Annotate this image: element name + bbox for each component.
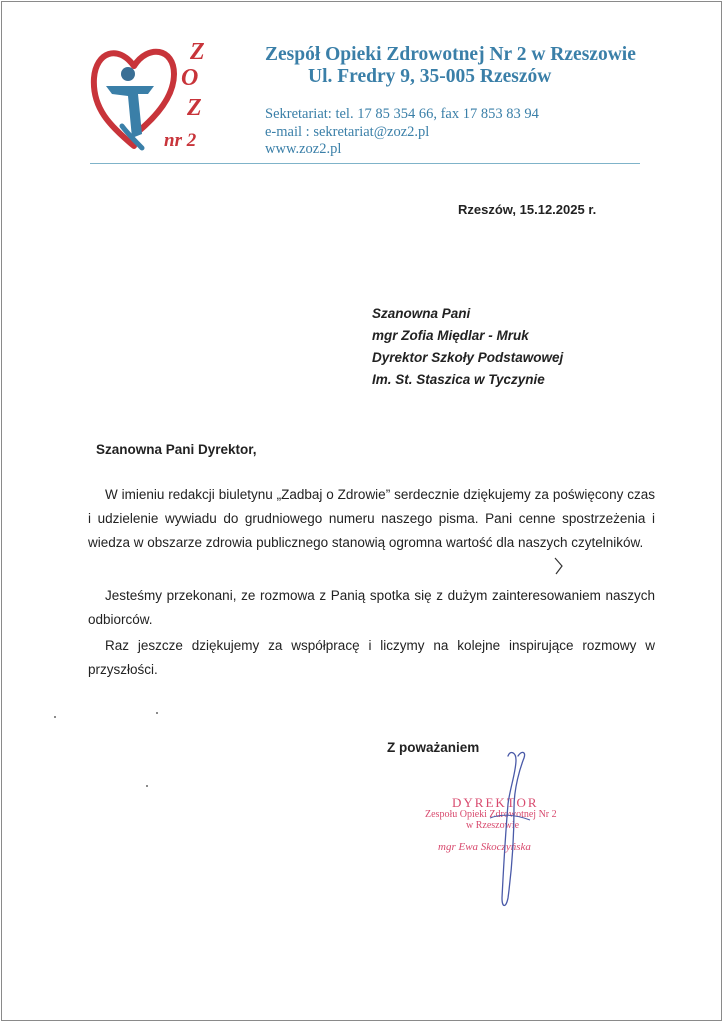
scan-speck [54, 716, 56, 718]
date-line: Rzeszów, 15.12.2025 r. [458, 202, 597, 217]
closing-phrase: Z poważaniem [387, 740, 480, 755]
phone-line: Sekretariat: tel. 17 85 354 66, fax 17 853 83 94 [265, 106, 539, 122]
org-address: Ul. Fredry 9, 35-005 Rzeszów [308, 66, 552, 87]
paragraph-text: Jesteśmy przekonani, ze rozmowa z Panią spotka się z dużym zainteresowaniem naszych odbiorców. [88, 588, 655, 627]
email-line: e-mail : sekretariat@zoz2.pl [265, 124, 430, 140]
logo-letter-z2: Z [187, 95, 202, 121]
pen-mark-icon [553, 556, 565, 576]
addressee-line-4: Im. St. Staszica w Tyczynie [372, 372, 545, 387]
addressee-line-1: Szanowna Pani [372, 306, 471, 321]
zoz-logo [88, 38, 223, 153]
scan-speck [156, 712, 158, 714]
logo-nr2: nr 2 [164, 130, 197, 151]
website-line: www.zoz2.pl [265, 141, 342, 157]
logo-letter-o: O [181, 65, 199, 91]
addressee-line-3: Dyrektor Szkoły Podstawowej [372, 350, 564, 365]
org-name: Zespół Opieki Zdrowotnej Nr 2 w Rzeszowie [265, 44, 636, 65]
stamp-name: mgr Ewa Skoczyńska [438, 841, 531, 853]
body-paragraph-3 [88, 634, 655, 682]
scan-speck [146, 785, 148, 787]
header-divider [90, 163, 640, 164]
body-paragraph-2 [88, 584, 655, 632]
body-paragraph-1 [88, 483, 655, 555]
stamp-org-line-2: w Rzeszowie [466, 820, 520, 831]
addressee-line-2: mgr Zofia Międlar - Mruk [372, 328, 529, 343]
stamp-org-line-1: Zespołu Opieki Zdrowotnej Nr 2 [425, 809, 557, 820]
paragraph-text: W imieniu redakcji biuletynu „Zadbaj o Zdrowie” serdecznie dziękujemy za poświęcony czas i udzielenie wywiadu do grudniowego numeru naszego pisma. Pani cenne spostrzeżenia i wiedza w obszarze zdrowia publicznego stanowią ogromna wartość dla naszych czytelników. [88, 487, 655, 550]
paragraph-text: Raz jeszcze dziękujemy za współpracę i liczymy na kolejne inspirujące rozmowy w przyszłości. [88, 638, 655, 677]
salutation: Szanowna Pani Dyrektor, [96, 442, 257, 457]
handwritten-signature [480, 748, 540, 913]
logo-letter-z1: Z [190, 39, 205, 65]
stamp-title: DYREKTOR [452, 795, 539, 810]
